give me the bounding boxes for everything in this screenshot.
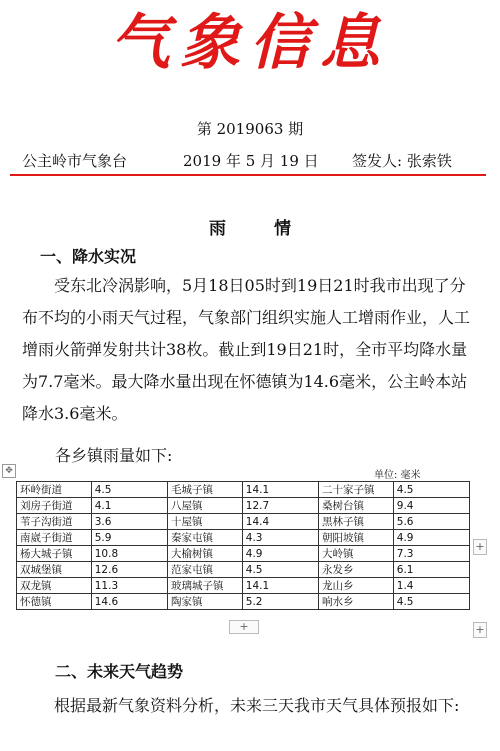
- town-name-cell[interactable]: 黑林子镇: [319, 514, 394, 530]
- town-name-cell[interactable]: 朝阳坡镇: [319, 530, 394, 546]
- town-name-cell[interactable]: 永发乡: [319, 562, 394, 578]
- rainfall-value-cell[interactable]: 14.4: [242, 514, 318, 530]
- add-column-button[interactable]: +: [473, 539, 487, 555]
- rainfall-value-cell[interactable]: 4.5: [242, 562, 318, 578]
- table-row: [17, 530, 470, 546]
- masthead-title: 气象信息: [110, 8, 390, 78]
- rainfall-value-cell[interactable]: 14.1: [242, 482, 318, 498]
- rainfall-value-cell[interactable]: 12.6: [91, 562, 167, 578]
- table-row: [17, 514, 470, 530]
- town-name-cell[interactable]: 刘房子街道: [17, 498, 92, 514]
- rainfall-value-cell[interactable]: 9.4: [393, 498, 469, 514]
- table-move-handle-icon[interactable]: ✥: [2, 464, 16, 478]
- add-row-button[interactable]: +: [229, 620, 259, 634]
- rainfall-value-cell[interactable]: 7.3: [393, 546, 469, 562]
- town-name-cell[interactable]: 环岭街道: [17, 482, 92, 498]
- issue-date: 2019 年 5 月 19 日: [183, 152, 319, 170]
- add-column-button[interactable]: +: [473, 622, 487, 638]
- town-name-cell[interactable]: 龙山乡: [319, 578, 394, 594]
- rainfall-value-cell[interactable]: 4.9: [242, 546, 318, 562]
- town-name-cell[interactable]: 响水乡: [319, 594, 394, 610]
- forecast-heading: 二、未来天气趋势: [55, 662, 184, 681]
- town-name-cell[interactable]: 玻璃城子镇: [168, 578, 243, 594]
- town-name-cell[interactable]: 十屋镇: [168, 514, 243, 530]
- table-intro: 各乡镇雨量如下:: [55, 446, 173, 465]
- table-row: [17, 546, 470, 562]
- rainfall-value-cell[interactable]: 5.6: [393, 514, 469, 530]
- rainfall-value-cell[interactable]: 4.9: [393, 530, 469, 546]
- rainfall-value-cell[interactable]: 4.1: [91, 498, 167, 514]
- rainfall-value-cell[interactable]: 1.4: [393, 578, 469, 594]
- rainfall-value-cell[interactable]: 4.5: [393, 482, 469, 498]
- town-name-cell[interactable]: 大榆树镇: [168, 546, 243, 562]
- town-name-cell[interactable]: 杨大城子镇: [17, 546, 92, 562]
- town-name-cell[interactable]: 毛城子镇: [168, 482, 243, 498]
- town-name-cell[interactable]: 双城堡镇: [17, 562, 92, 578]
- table-row: [17, 578, 470, 594]
- table-row: [17, 562, 470, 578]
- forecast-paragraph: 根据最新气象资料分析，未来三天我市天气具体预报如下:: [54, 696, 460, 715]
- unit-label: 单位: 毫米: [374, 470, 421, 481]
- rainfall-value-cell[interactable]: 3.6: [91, 514, 167, 530]
- town-name-cell[interactable]: 陶家镇: [168, 594, 243, 610]
- issuing-office: 公主岭市气象台: [22, 152, 128, 170]
- rainfall-value-cell[interactable]: 4.5: [91, 482, 167, 498]
- town-name-cell[interactable]: 桑树台镇: [319, 498, 394, 514]
- town-name-cell[interactable]: 二十家子镇: [319, 482, 394, 498]
- town-name-cell[interactable]: 苇子沟街道: [17, 514, 92, 530]
- rainfall-value-cell[interactable]: 4.5: [393, 594, 469, 610]
- town-name-cell[interactable]: 双龙镇: [17, 578, 92, 594]
- table-row: [17, 482, 470, 498]
- table-row: [17, 498, 470, 514]
- precip-heading: 一、降水实况: [40, 247, 137, 266]
- rainfall-value-cell[interactable]: 5.9: [91, 530, 167, 546]
- rainfall-value-cell[interactable]: 14.6: [91, 594, 167, 610]
- rainfall-value-cell[interactable]: 12.7: [242, 498, 318, 514]
- table-row: [17, 594, 470, 610]
- rainfall-value-cell[interactable]: 14.1: [242, 578, 318, 594]
- town-name-cell[interactable]: 怀德镇: [17, 594, 92, 610]
- rainfall-value-cell[interactable]: 10.8: [91, 546, 167, 562]
- signer: 签发人: 张索铁: [352, 152, 452, 170]
- rainfall-value-cell[interactable]: 4.3: [242, 530, 318, 546]
- rainfall-value-cell[interactable]: 11.3: [91, 578, 167, 594]
- town-name-cell[interactable]: 八屋镇: [168, 498, 243, 514]
- town-name-cell[interactable]: 南崴子街道: [17, 530, 92, 546]
- rainfall-value-cell[interactable]: 5.2: [242, 594, 318, 610]
- town-name-cell[interactable]: 大岭镇: [319, 546, 394, 562]
- document-title: 雨情: [209, 219, 339, 239]
- town-name-cell[interactable]: 范家屯镇: [168, 562, 243, 578]
- rainfall-table: [16, 481, 470, 610]
- town-name-cell[interactable]: 秦家屯镇: [168, 530, 243, 546]
- red-divider: [10, 174, 486, 176]
- rainfall-value-cell[interactable]: 6.1: [393, 562, 469, 578]
- precip-paragraph: 受东北冷涡影响，5月18日05时到19日21时我市出现了分布不均的小雨天气过程，气象部门组织实施人工增雨作业，人工增雨火箭弹发射共计38枚。截止到19日21时，全市平均降水量为7.7毫米。最大降水量出现在怀德镇为14.6毫米，公主岭本站降水3.6毫米。: [22, 276, 471, 423]
- issue-number: 第 2019063 期: [196, 120, 304, 138]
